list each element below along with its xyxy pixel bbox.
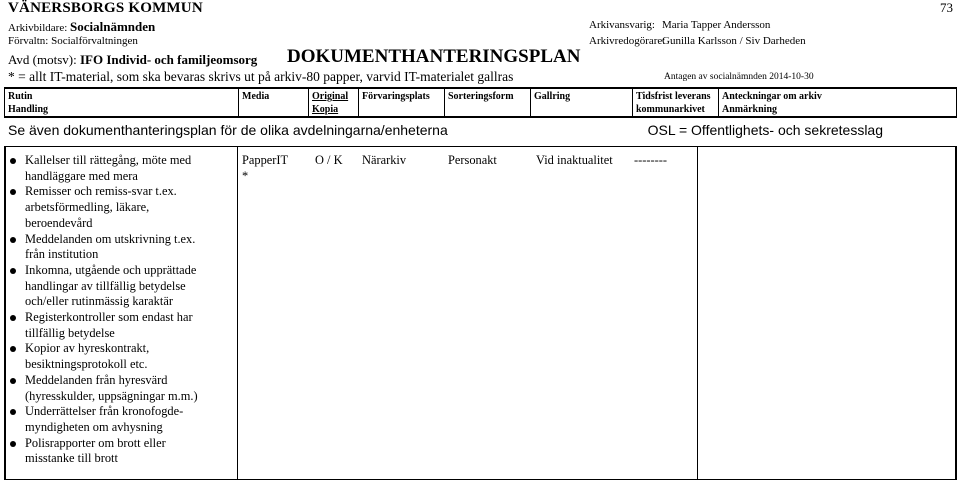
administration-row: [8, 35, 138, 47]
see-also-note: Se även dokumenthanteringsplan för de olika avdelningarna/enheterna: [8, 122, 448, 138]
list-item-line: Registerkontroller som endast har: [25, 310, 193, 325]
bullet-icon: [10, 189, 16, 195]
list-item-line: misstanke till brott: [25, 451, 118, 466]
list-item-line: Remisser och remiss-svar t.ex.: [25, 184, 177, 199]
column-culling: Gallring: [531, 89, 633, 116]
list-item-line: från institution: [25, 247, 99, 262]
deadline-cell: --------: [634, 153, 668, 167]
archive-responsible-value: Maria Tapper Andersson: [662, 19, 771, 31]
column-deadline: Tidsfrist leverans kommunarkivet: [633, 89, 719, 116]
osl-legend: OSL = Offentlighets- och sekretesslag: [647, 122, 883, 138]
column-original: Original Kopia: [309, 89, 359, 116]
it-material-note: * = allt IT-material, som ska bevaras skrivs ut på arkiv-80 papper, varvid IT-materialet gallras: [8, 69, 514, 84]
list-item-line: och/eller rutinmässig karaktär: [25, 294, 173, 309]
archive-creator-label: Arkivbildare:: [8, 22, 68, 34]
list-item-line: handläggare med mera: [25, 168, 138, 183]
column-routine: Rutin Handling: [5, 89, 239, 116]
department-row: [8, 52, 257, 68]
list-item-line: (hyresskulder, uppsägningar m.m.): [25, 388, 198, 403]
list-item: [8, 341, 233, 372]
archive-creator-row: [8, 19, 155, 35]
list-item: [8, 373, 233, 404]
list-item-line: tillfällig betydelse: [25, 325, 115, 340]
page-number: 73: [940, 0, 953, 15]
bullet-icon: [10, 409, 16, 415]
adoption-date: Antagen av socialnämnden 2014-10-30: [664, 72, 814, 82]
list-item-line: arbetsförmedling, läkare,: [25, 200, 150, 215]
list-item-line: Underrättelser från kronofogde-: [25, 404, 184, 419]
bullet-icon: [10, 378, 16, 384]
column-storage: Förvaringsplats: [359, 89, 445, 116]
organization-name: VÄNERSBORGS KOMMUN: [8, 0, 203, 16]
list-item-line: Meddelanden om utskrivning t.ex.: [25, 231, 196, 246]
administration-value: Socialförvaltningen: [51, 35, 138, 47]
department-label: Avd (motsv):: [8, 52, 77, 67]
column-notes: Anteckningar om arkiv Anmärkning: [722, 91, 822, 115]
document-title: DOKUMENTHANTERINGSPLAN: [287, 46, 581, 67]
bullet-icon: [10, 315, 16, 321]
list-item: [8, 153, 233, 184]
list-item-line: Inkomna, utgående och upprättade: [25, 262, 197, 277]
list-item: [8, 232, 233, 263]
archive-creator-value: Socialnämnden: [70, 19, 156, 34]
bullet-icon: [10, 346, 16, 352]
list-item-line: Kopior av hyreskontrakt,: [25, 341, 150, 356]
list-item: [8, 184, 233, 231]
archive-responsible-label: Arkivansvarig:: [589, 19, 655, 31]
culling-cell: Vid inaktualitet: [536, 153, 613, 167]
list-item-line: besiktningsprotokoll etc.: [25, 357, 148, 372]
media-cell: PapperIT *: [242, 153, 289, 183]
sorting-cell: Personakt: [448, 153, 497, 167]
bullet-icon: [10, 158, 16, 164]
list-item: [8, 310, 233, 341]
list-item-line: Kallelser till rättegång, möte med: [25, 153, 192, 167]
original-cell: O / K: [315, 153, 343, 167]
bullet-icon: [10, 441, 16, 447]
list-item-line: handlingar av tillfällig betydelse: [25, 278, 186, 293]
column-divider: [697, 147, 698, 480]
column-divider: [237, 147, 238, 480]
column-media: Media: [239, 89, 309, 116]
list-item: [8, 263, 233, 310]
storage-cell: Närarkiv: [362, 153, 407, 167]
department-value: IFO Individ- och familjeomsorg: [79, 52, 258, 67]
list-item: [8, 436, 233, 467]
bullet-icon: [10, 268, 16, 274]
archive-editor-value: Gunilla Karlsson / Siv Darheden: [662, 35, 806, 47]
archive-editor-label: Arkivredogörare:: [589, 35, 666, 47]
list-item-line: Meddelanden från hyresvärd: [25, 372, 168, 387]
column-sorting: Sorteringsform: [445, 89, 531, 116]
administration-label: Förvaltn:: [8, 35, 49, 47]
list-item-line: Polisrapporter om brott eller: [25, 435, 166, 450]
bullet-icon: [10, 237, 16, 243]
routine-list: [8, 153, 233, 467]
list-item-line: beroendevård: [25, 215, 93, 230]
column-header-table: [4, 87, 957, 118]
list-item: [8, 404, 233, 435]
list-item-line: myndigheten om avhysning: [25, 419, 163, 434]
